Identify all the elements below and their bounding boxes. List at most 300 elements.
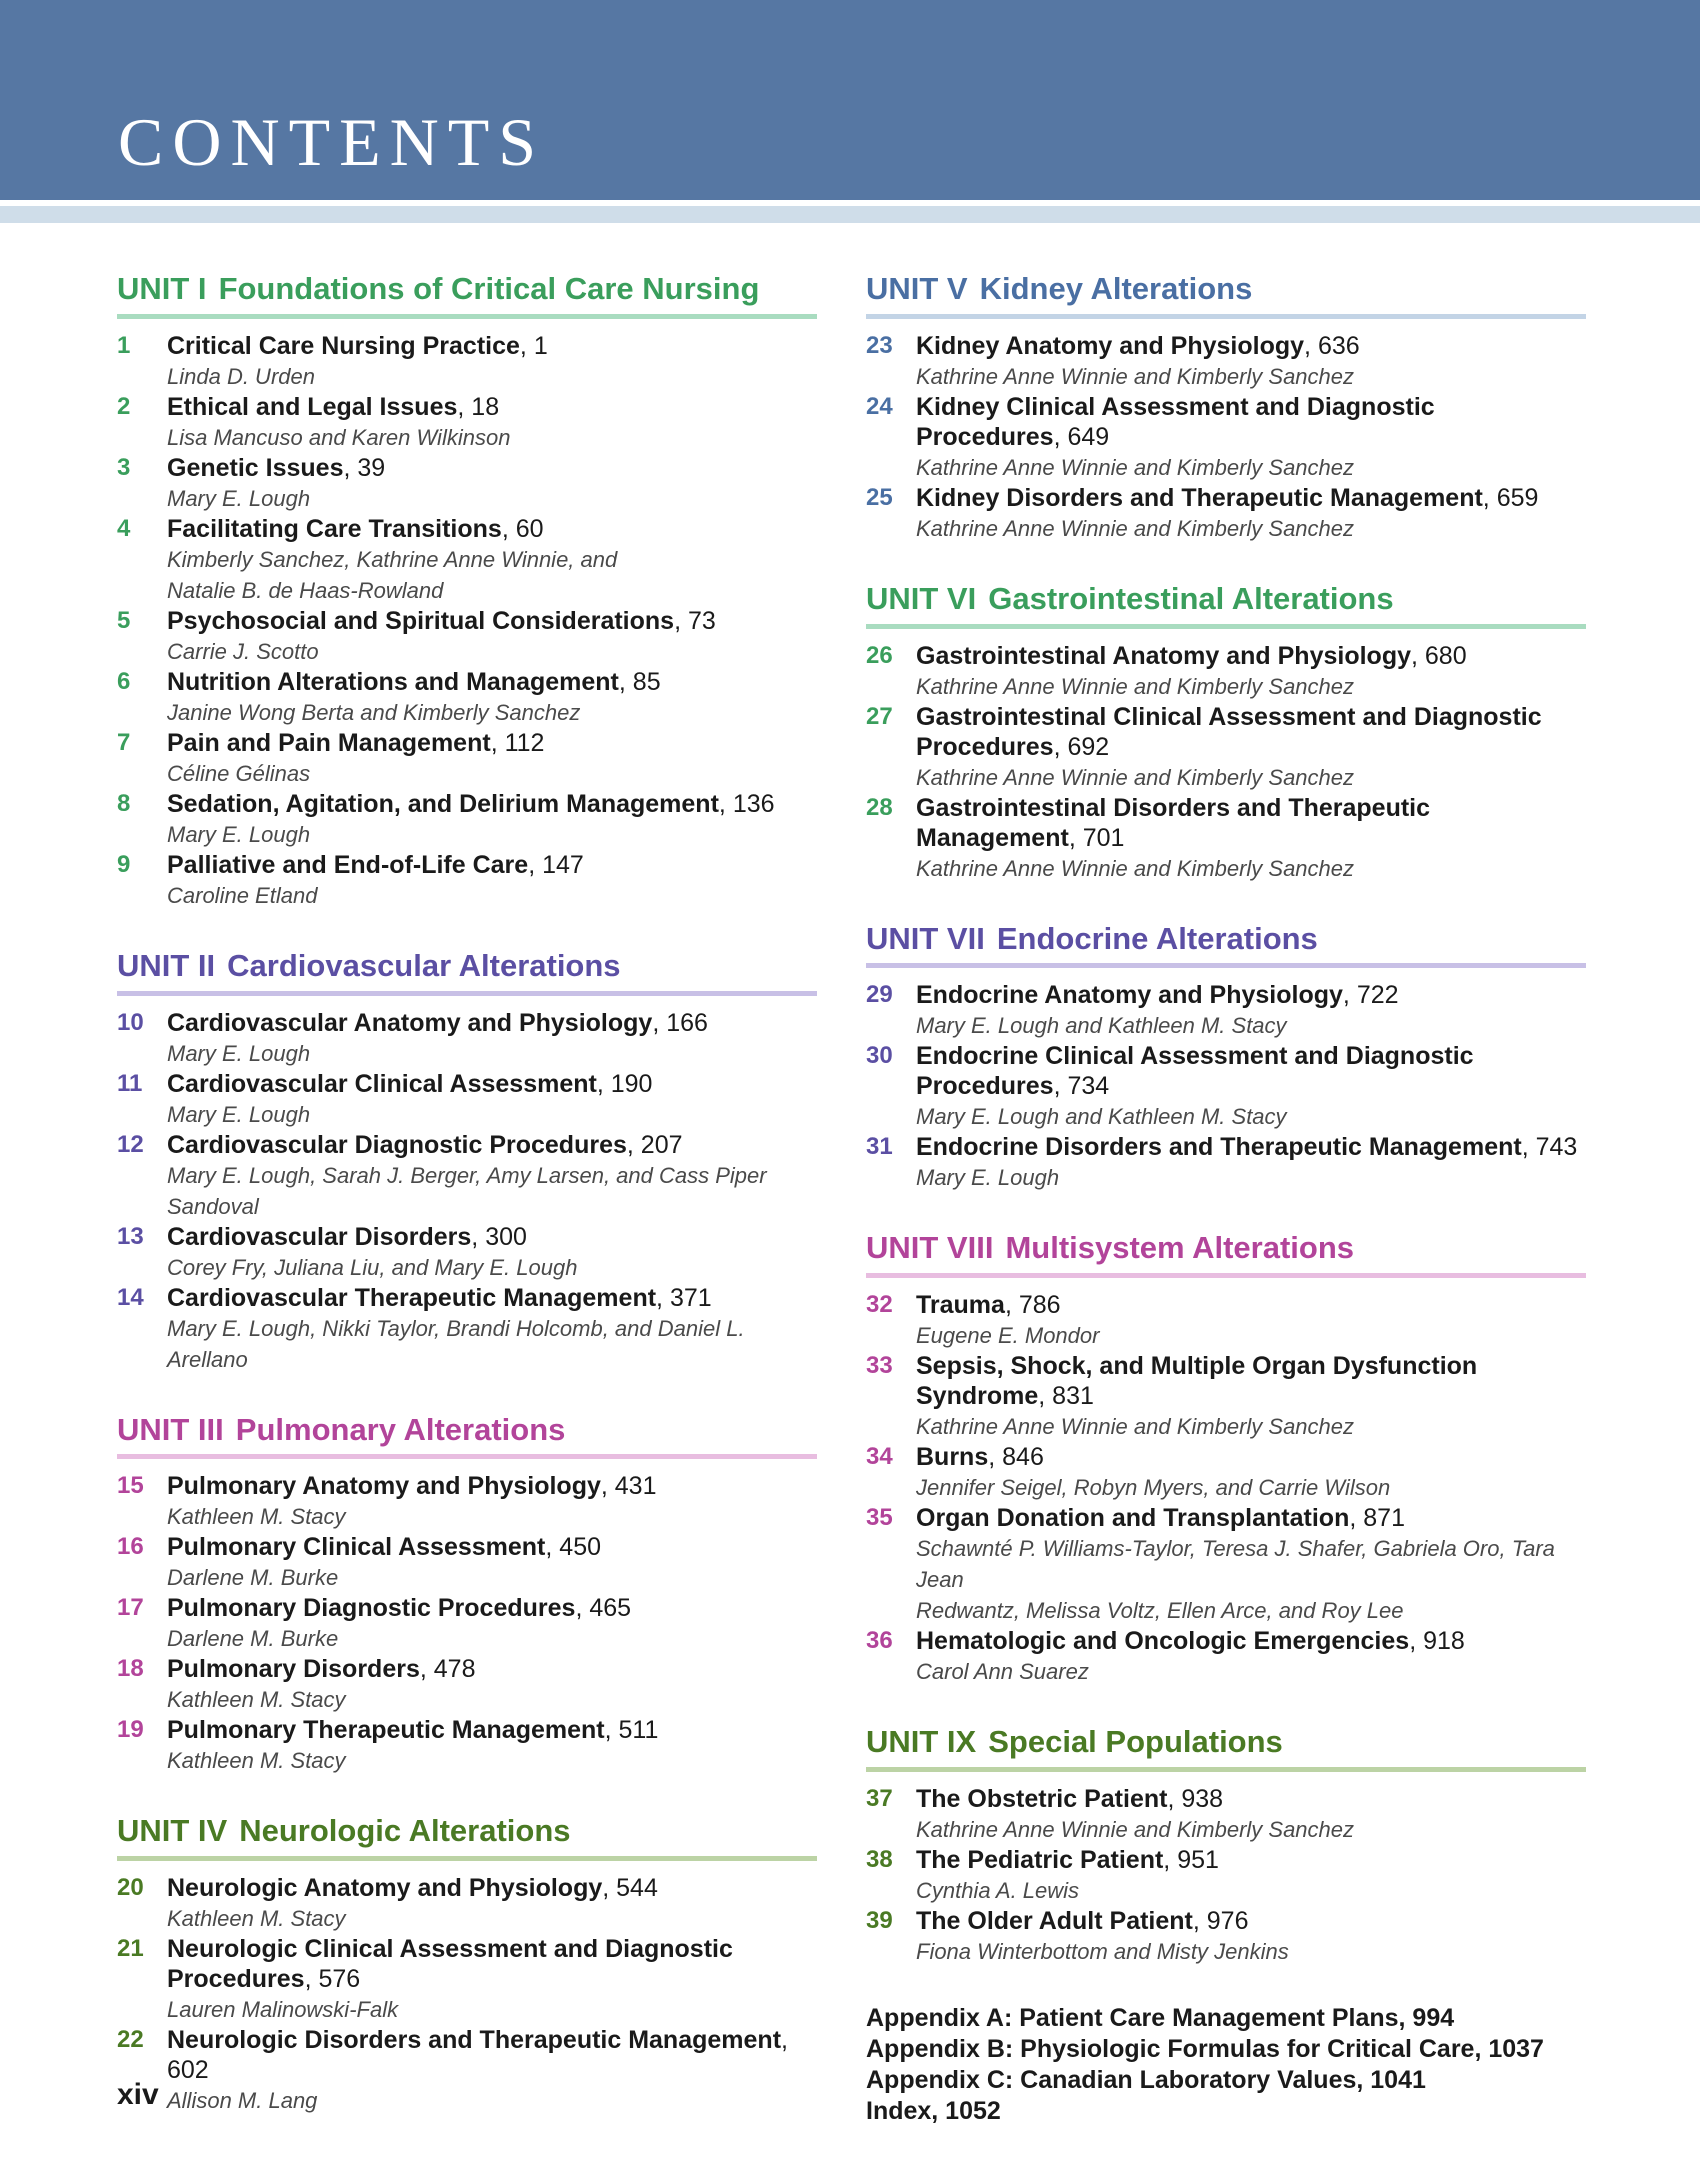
chapter-body <box>916 1132 1586 1193</box>
chapter-page: 831 <box>1052 1382 1094 1410</box>
chapter-title-line: Ethical and Legal Issues, 18 <box>167 392 500 421</box>
unit-number: UNIT IX <box>866 1724 977 1759</box>
chapter-title-line: The Obstetric Patient, 938 <box>916 1784 1224 1813</box>
chapter-number: 20 <box>117 1874 144 1901</box>
chapter-title-line: Genetic Issues, 39 <box>167 453 386 482</box>
chapter-title: Gastrointestinal Clinical Assessment and Diagnostic Procedures <box>916 702 1542 761</box>
chapter-title: Pulmonary Therapeutic Management <box>167 1716 605 1745</box>
unit-number: UNIT I <box>117 271 207 306</box>
unit-heading <box>117 1411 817 1460</box>
chapter-title-line: Neurologic Disorders and Therapeutic Management, 602 <box>167 2026 788 2084</box>
chapter-entry[interactable] <box>866 331 1586 392</box>
chapter-title: Psychosocial and Spiritual Considerations <box>167 606 675 635</box>
chapter-page: 743 <box>1535 1133 1578 1162</box>
chapter-entry[interactable] <box>866 641 1586 702</box>
chapter-body <box>167 1471 817 1532</box>
chapter-entry[interactable] <box>866 1290 1586 1351</box>
unit-section <box>117 947 817 1375</box>
chapter-authors: Kathleen M. Stacy <box>167 1748 346 1774</box>
chapter-authors: Mary E. Lough and Kathleen M. Stacy <box>916 1104 1287 1130</box>
chapter-entry[interactable] <box>866 1503 1586 1626</box>
chapter-page: 371 <box>669 1283 712 1312</box>
chapter-number: 38 <box>866 1845 893 1873</box>
unit-number: UNIT III <box>117 1411 224 1447</box>
chapter-entry[interactable] <box>117 1471 817 1532</box>
chapter-page: 636 <box>1317 331 1360 360</box>
chapter-authors: Kathrine Anne Winnie and Kimberly Sanchez <box>916 363 1355 389</box>
chapter-body <box>916 331 1586 392</box>
chapter-number: 11 <box>117 1069 143 1097</box>
chapter-authors: Linda D. Urden <box>167 363 315 389</box>
chapter-number: 30 <box>866 1042 893 1070</box>
chapter-page: 680 <box>1424 641 1467 670</box>
chapter-authors: Kathrine Anne Winnie and Kimberly Sanchez <box>916 855 1355 881</box>
chapter-title: Palliative and End-of-Life Care <box>167 850 529 879</box>
chapter-authors: Carrie J. Scotto <box>167 638 319 664</box>
chapter-number: 37 <box>866 1784 893 1812</box>
chapter-entry[interactable] <box>117 1934 817 2025</box>
chapter-page: 871 <box>1363 1504 1405 1532</box>
unit-heading <box>866 920 1586 969</box>
chapter-entry[interactable] <box>866 1845 1586 1906</box>
chapter-title: Cardiovascular Anatomy and Physiology <box>167 1008 653 1037</box>
chapter-number: 34 <box>866 1443 893 1470</box>
chapter-entry[interactable] <box>117 1873 817 1934</box>
chapter-entry[interactable] <box>866 1041 1586 1132</box>
chapter-page: 576 <box>318 1965 361 1993</box>
appendix-list <box>866 2003 1586 2127</box>
chapter-authors: Kathrine Anne Winnie and Kimberly Sanchez <box>916 1816 1355 1842</box>
unit-section <box>866 920 1586 1194</box>
chapter-body <box>916 1906 1586 1967</box>
chapter-page: 147 <box>542 850 584 879</box>
chapter-title: Pulmonary Anatomy and Physiology <box>167 1472 601 1501</box>
chapter-title: The Pediatric Patient <box>916 1845 1164 1874</box>
appendix-entry[interactable]: Appendix A: Patient Care Management Plans, 994 <box>866 2003 1455 2032</box>
chapter-page: 938 <box>1181 1784 1224 1813</box>
unit-heading <box>117 1812 817 1861</box>
chapter-title: Cardiovascular Diagnostic Procedures <box>167 1130 627 1159</box>
chapter-number: 32 <box>866 1291 893 1318</box>
unit-heading <box>866 270 1586 319</box>
chapter-title-line: Organ Donation and Transplantation, 871 <box>916 1504 1405 1532</box>
chapter-body <box>167 1593 817 1654</box>
chapter-entry[interactable] <box>117 667 817 728</box>
chapter-entry[interactable] <box>866 1351 1586 1442</box>
chapter-number: 16 <box>117 1533 144 1561</box>
chapter-title-line: Gastrointestinal Clinical Assessment and Diagnostic Procedures, 692 <box>916 702 1542 761</box>
chapter-body <box>167 1069 817 1130</box>
chapter-title-line: The Older Adult Patient, 976 <box>916 1906 1249 1935</box>
chapter-entry[interactable] <box>117 1654 817 1715</box>
chapter-title-line: Endocrine Disorders and Therapeutic Management, 743 <box>916 1133 1578 1162</box>
chapter-title: The Older Adult Patient <box>916 1906 1193 1935</box>
chapter-body <box>916 641 1586 702</box>
chapter-authors: Mary E. Lough, Sarah J. Berger, Amy Larsen, and Cass Piper Sandoval <box>167 1162 767 1219</box>
chapter-title-line: Hematologic and Oncologic Emergencies, 918 <box>916 1627 1465 1655</box>
chapter-page: 85 <box>632 667 661 696</box>
chapter-body <box>916 1442 1586 1503</box>
chapter-number: 24 <box>866 392 893 420</box>
unit-section <box>117 1411 817 1777</box>
chapter-page: 734 <box>1067 1072 1110 1101</box>
chapter-number: 31 <box>866 1133 893 1161</box>
chapter-number: 33 <box>866 1352 893 1379</box>
header-stripe <box>0 206 1700 223</box>
unit-heading <box>866 1723 1586 1772</box>
unit-title: Endocrine Alterations <box>996 920 1318 956</box>
chapter-title: Cardiovascular Clinical Assessment <box>167 1069 597 1098</box>
chapter-authors: Kimberly Sanchez, Kathrine Anne Winnie, and <box>167 546 618 572</box>
unit-section <box>866 1229 1586 1687</box>
chapter-body <box>916 1041 1586 1132</box>
unit-number: UNIT VI <box>866 580 977 616</box>
unit-title: Kidney Alterations <box>979 271 1253 306</box>
chapter-entry[interactable] <box>117 453 817 514</box>
chapter-title-line: Pulmonary Diagnostic Procedures, 465 <box>167 1594 632 1623</box>
chapter-number: 10 <box>117 1008 144 1036</box>
chapter-page: 846 <box>1002 1443 1044 1471</box>
chapter-title-line: Endocrine Anatomy and Physiology, 722 <box>916 981 1399 1010</box>
chapter-number: 25 <box>866 483 893 511</box>
chapter-page: 701 <box>1082 823 1125 852</box>
chapter-page: 1 <box>533 331 548 360</box>
chapter-authors: Carol Ann Suarez <box>916 1659 1089 1684</box>
chapter-body <box>167 728 817 789</box>
chapter-title: Kidney Anatomy and Physiology <box>916 331 1305 360</box>
chapter-page: 649 <box>1067 422 1110 451</box>
chapter-body <box>167 1934 817 2025</box>
unit-title: Neurologic Alterations <box>239 1813 571 1849</box>
chapter-title: Pulmonary Diagnostic Procedures <box>167 1594 576 1623</box>
chapter-authors: Kathleen M. Stacy <box>167 1504 346 1530</box>
chapter-number: 3 <box>117 453 131 481</box>
chapter-body <box>916 1290 1586 1351</box>
chapter-authors: Lisa Mancuso and Karen Wilkinson <box>167 424 511 450</box>
chapter-title: Gastrointestinal Anatomy and Physiology <box>916 641 1411 670</box>
unit-title: Special Populations <box>988 1724 1283 1759</box>
unit-section <box>866 270 1586 544</box>
chapter-number: 29 <box>866 981 893 1009</box>
chapter-title-line: Facilitating Care Transitions, 60 <box>167 514 544 543</box>
chapter-number: 17 <box>117 1594 144 1622</box>
chapter-title-line: Cardiovascular Therapeutic Management, 371 <box>167 1283 712 1312</box>
chapter-title: Endocrine Disorders and Therapeutic Management <box>916 1133 1522 1162</box>
chapter-title-line: Sedation, Agitation, and Delirium Management, 136 <box>167 789 775 818</box>
chapter-title: Cardiovascular Therapeutic Management <box>167 1283 657 1312</box>
chapter-title-line: Critical Care Nursing Practice, 1 <box>167 331 548 360</box>
unit-title: Cardiovascular Alterations <box>227 947 621 983</box>
chapter-body <box>916 1351 1586 1442</box>
chapter-body <box>167 1130 817 1222</box>
chapter-authors: Caroline Etland <box>167 882 318 908</box>
chapter-entry[interactable] <box>117 1069 817 1130</box>
chapter-body <box>167 2025 817 2116</box>
chapter-number: 15 <box>117 1472 144 1500</box>
chapter-body <box>167 1532 817 1593</box>
chapter-body <box>916 980 1586 1041</box>
unit-section <box>117 270 817 911</box>
chapter-title: Genetic Issues <box>167 453 344 482</box>
chapter-entry[interactable] <box>866 1784 1586 1845</box>
chapter-title-line: Kidney Disorders and Therapeutic Management, 659 <box>916 483 1539 512</box>
chapter-authors: Kathrine Anne Winnie and Kimberly Sanchez <box>916 673 1355 699</box>
chapter-title-line: Psychosocial and Spiritual Considerations, 73 <box>167 606 716 635</box>
chapter-authors: Redwantz, Melissa Voltz, Ellen Arce, and Roy Lee <box>916 1598 1404 1623</box>
chapter-entry[interactable] <box>117 606 817 667</box>
chapter-title: The Obstetric Patient <box>916 1784 1168 1813</box>
chapter-entry[interactable] <box>117 514 817 606</box>
chapter-entry[interactable] <box>117 1715 817 1776</box>
chapter-title: Sedation, Agitation, and Delirium Management <box>167 789 719 818</box>
chapter-body <box>167 331 817 392</box>
chapter-title-line: Nutrition Alterations and Management, 85 <box>167 667 661 696</box>
chapter-page: 976 <box>1206 1906 1249 1935</box>
chapter-page: 39 <box>357 453 386 482</box>
chapter-number: 9 <box>117 850 131 878</box>
unit-section <box>866 1723 1586 1967</box>
chapter-entry[interactable] <box>117 1222 817 1283</box>
chapter-body <box>916 1503 1586 1626</box>
chapter-title: Kidney Clinical Assessment and Diagnostic Procedures <box>916 392 1435 451</box>
unit-title: Multisystem Alterations <box>1005 1230 1354 1266</box>
chapter-authors: Kathleen M. Stacy <box>167 1687 346 1713</box>
chapter-body <box>167 850 817 911</box>
chapter-page: 918 <box>1423 1627 1465 1655</box>
chapter-number: 22 <box>117 2026 144 2053</box>
chapter-number: 23 <box>866 331 893 359</box>
chapter-title-line: Burns, 846 <box>916 1443 1044 1471</box>
chapter-page: 136 <box>732 789 775 818</box>
chapter-entry[interactable] <box>117 850 817 911</box>
appendix-entry[interactable]: Index, 1052 <box>866 2096 1001 2125</box>
chapter-number: 8 <box>117 789 131 817</box>
chapter-entry[interactable] <box>117 1008 817 1069</box>
chapter-entry[interactable] <box>117 1283 817 1375</box>
chapter-authors: Darlene M. Burke <box>167 1565 339 1591</box>
chapter-title-line: Endocrine Clinical Assessment and Diagnostic Procedures, 734 <box>916 1042 1474 1101</box>
chapter-number: 18 <box>117 1655 144 1683</box>
chapter-number: 13 <box>117 1222 144 1250</box>
unit-heading <box>117 270 817 319</box>
page-title: CONTENTS <box>118 104 546 180</box>
chapter-entry[interactable] <box>866 1132 1586 1193</box>
unit-section <box>866 580 1586 884</box>
chapter-title-line: Palliative and End-of-Life Care, 147 <box>167 850 584 879</box>
chapter-body <box>916 702 1586 793</box>
chapter-authors: Corey Fry, Juliana Liu, and Mary E. Lough <box>167 1254 578 1280</box>
chapter-title-line: Gastrointestinal Anatomy and Physiology, 680 <box>916 641 1467 670</box>
chapter-title: Hematologic and Oncologic Emergencies <box>916 1627 1410 1655</box>
chapter-page: 166 <box>666 1008 708 1037</box>
chapter-title-line: Sepsis, Shock, and Multiple Organ Dysfunction Syndrome, 831 <box>916 1352 1478 1410</box>
chapter-title-line: Kidney Clinical Assessment and Diagnostic Procedures, 649 <box>916 392 1435 451</box>
chapter-number: 35 <box>866 1504 893 1531</box>
chapter-page: 73 <box>687 606 716 635</box>
chapter-body <box>167 1654 817 1715</box>
chapter-number: 36 <box>866 1627 893 1654</box>
chapter-body <box>916 392 1586 483</box>
chapter-body <box>167 392 817 453</box>
chapter-page: 465 <box>589 1594 632 1623</box>
chapter-page: 692 <box>1067 732 1110 761</box>
chapter-entry[interactable] <box>117 392 817 453</box>
chapter-number: 6 <box>117 667 131 695</box>
chapter-entry[interactable] <box>866 702 1586 793</box>
chapter-number: 14 <box>117 1283 144 1311</box>
chapter-page: 786 <box>1018 1291 1061 1319</box>
chapter-title-line: Kidney Anatomy and Physiology, 636 <box>916 331 1360 360</box>
chapter-title: Critical Care Nursing Practice <box>167 331 520 360</box>
unit-number: UNIT II <box>117 947 216 983</box>
chapter-page: 60 <box>515 514 544 543</box>
chapter-title: Trauma <box>916 1291 1005 1319</box>
chapter-body <box>916 1784 1586 1845</box>
unit-heading <box>866 1229 1586 1278</box>
chapter-authors: Lauren Malinowski-Falk <box>167 1997 399 2022</box>
chapter-body <box>916 793 1586 884</box>
chapter-entry[interactable] <box>866 1442 1586 1503</box>
chapter-authors: Mary E. Lough <box>167 821 311 847</box>
chapter-number: 4 <box>117 514 131 542</box>
chapter-page: 18 <box>471 392 500 421</box>
chapter-entry[interactable] <box>117 331 817 392</box>
chapter-authors: Kathrine Anne Winnie and Kimberly Sanchez <box>916 1414 1355 1439</box>
chapter-title: Nutrition Alterations and Management <box>167 667 619 696</box>
chapter-title: Pain and Pain Management <box>167 728 491 757</box>
chapter-body <box>167 1873 817 1934</box>
chapter-entry[interactable] <box>117 1130 817 1222</box>
unit-number: UNIT V <box>866 271 968 306</box>
chapter-entry[interactable] <box>866 483 1586 544</box>
chapter-body <box>167 667 817 728</box>
chapter-title-line: Pulmonary Clinical Assessment, 450 <box>167 1533 602 1562</box>
contents-column-left <box>117 270 817 2152</box>
chapter-title: Cardiovascular Disorders <box>167 1222 472 1251</box>
chapter-entry[interactable] <box>866 392 1586 483</box>
chapter-number: 5 <box>117 606 131 634</box>
chapter-authors: Cynthia A. Lewis <box>916 1877 1080 1903</box>
chapter-number: 27 <box>866 702 893 730</box>
chapter-title-line: Cardiovascular Clinical Assessment, 190 <box>167 1069 653 1098</box>
unit-heading <box>117 947 817 996</box>
chapter-entry[interactable] <box>117 1532 817 1593</box>
chapter-authors: Mary E. Lough <box>916 1165 1060 1191</box>
chapter-authors: Jennifer Seigel, Robyn Myers, and Carrie Wilson <box>916 1475 1391 1500</box>
chapter-number: 7 <box>117 728 131 756</box>
chapter-title: Neurologic Clinical Assessment and Diagnostic Procedures <box>167 1935 733 1993</box>
chapter-title-line: Pulmonary Therapeutic Management, 511 <box>167 1716 659 1745</box>
chapter-body <box>167 514 817 606</box>
unit-heading <box>866 580 1586 629</box>
unit-number: UNIT VII <box>866 920 985 956</box>
chapter-body <box>916 483 1586 544</box>
chapter-authors: Natalie B. de Haas-Rowland <box>167 577 444 603</box>
chapter-title: Neurologic Anatomy and Physiology <box>167 1874 603 1902</box>
chapter-entry[interactable] <box>866 1626 1586 1687</box>
chapter-authors: Céline Gélinas <box>167 760 311 786</box>
chapter-title: Organ Donation and Transplantation <box>916 1504 1350 1532</box>
chapter-entry[interactable] <box>866 793 1586 884</box>
chapter-body <box>167 1008 817 1069</box>
chapter-number: 28 <box>866 793 893 821</box>
chapter-page: 511 <box>618 1716 659 1745</box>
chapter-page: 544 <box>616 1874 658 1902</box>
chapter-title: Pulmonary Clinical Assessment <box>167 1533 546 1562</box>
chapter-body <box>167 606 817 667</box>
chapter-page: 659 <box>1496 483 1539 512</box>
chapter-page: 602 <box>167 2056 209 2084</box>
chapter-authors: Kathrine Anne Winnie and Kimberly Sanchez <box>916 454 1355 480</box>
chapter-entry[interactable] <box>866 1906 1586 1967</box>
chapter-body <box>916 1845 1586 1906</box>
chapter-entry[interactable] <box>117 789 817 850</box>
chapter-title: Kidney Disorders and Therapeutic Management <box>916 483 1483 512</box>
chapter-page: 112 <box>504 728 545 757</box>
chapter-title-line: Pulmonary Anatomy and Physiology, 431 <box>167 1472 657 1501</box>
chapter-authors: Kathrine Anne Winnie and Kimberly Sanchez <box>916 764 1355 790</box>
chapter-number: 21 <box>117 1935 144 1962</box>
chapter-title: Neurologic Disorders and Therapeutic Management <box>167 2026 782 2054</box>
chapter-title: Ethical and Legal Issues <box>167 392 458 421</box>
chapter-number: 12 <box>117 1130 144 1158</box>
chapter-number: 39 <box>866 1906 893 1934</box>
chapter-authors: Allison M. Lang <box>167 2088 318 2113</box>
chapter-title: Burns <box>916 1443 989 1471</box>
chapter-title: Facilitating Care Transitions <box>167 514 502 543</box>
unit-number: UNIT VIII <box>866 1230 994 1266</box>
chapter-title-line: Pain and Pain Management, 112 <box>167 728 545 757</box>
chapter-page: 450 <box>559 1533 602 1562</box>
chapter-title-line: Trauma, 786 <box>916 1291 1061 1319</box>
chapter-body <box>167 453 817 514</box>
chapter-body <box>167 1283 817 1375</box>
chapter-number: 19 <box>117 1716 144 1744</box>
chapter-authors: Janine Wong Berta and Kimberly Sanchez <box>167 699 581 725</box>
chapter-title: Endocrine Anatomy and Physiology <box>916 981 1343 1010</box>
chapter-entry[interactable] <box>117 2025 817 2116</box>
chapter-authors: Mary E. Lough, Nikki Taylor, Brandi Holcomb, and Daniel L. Arellano <box>167 1315 745 1372</box>
chapter-body <box>916 1626 1586 1687</box>
chapter-entry[interactable] <box>117 1593 817 1654</box>
chapter-entry[interactable] <box>866 980 1586 1041</box>
appendix-entry[interactable]: Appendix C: Canadian Laboratory Values, 1041 <box>866 2065 1426 2094</box>
chapter-authors: Darlene M. Burke <box>167 1626 339 1652</box>
chapter-authors: Mary E. Lough <box>167 1040 311 1066</box>
chapter-authors: Mary E. Lough <box>167 1101 311 1127</box>
chapter-authors: Kathleen M. Stacy <box>167 1906 346 1931</box>
chapter-title-line: Pulmonary Disorders, 478 <box>167 1655 476 1684</box>
contents-column-right <box>866 270 1586 2127</box>
page-number: xiv <box>117 2078 159 2111</box>
chapter-page: 478 <box>433 1655 476 1684</box>
chapter-entry[interactable] <box>117 728 817 789</box>
chapter-title-line: Cardiovascular Disorders, 300 <box>167 1222 527 1251</box>
chapter-body <box>167 1715 817 1776</box>
chapter-title-line: Neurologic Clinical Assessment and Diagnostic Procedures, 576 <box>167 1935 733 1993</box>
chapter-page: 300 <box>485 1222 527 1251</box>
chapter-authors: Fiona Winterbottom and Misty Jenkins <box>916 1938 1289 1964</box>
unit-number: UNIT IV <box>117 1813 228 1849</box>
unit-title: Foundations of Critical Care Nursing <box>218 271 760 306</box>
chapter-number: 26 <box>866 641 893 669</box>
chapter-authors: Mary E. Lough and Kathleen M. Stacy <box>916 1013 1287 1039</box>
chapter-title: Endocrine Clinical Assessment and Diagnostic Procedures <box>916 1042 1474 1101</box>
chapter-title: Gastrointestinal Disorders and Therapeutic Management <box>916 793 1431 852</box>
chapter-title: Pulmonary Disorders <box>167 1655 420 1684</box>
appendix-entry[interactable]: Appendix B: Physiologic Formulas for Critical Care, 1037 <box>866 2034 1544 2063</box>
chapter-page: 207 <box>640 1130 683 1159</box>
